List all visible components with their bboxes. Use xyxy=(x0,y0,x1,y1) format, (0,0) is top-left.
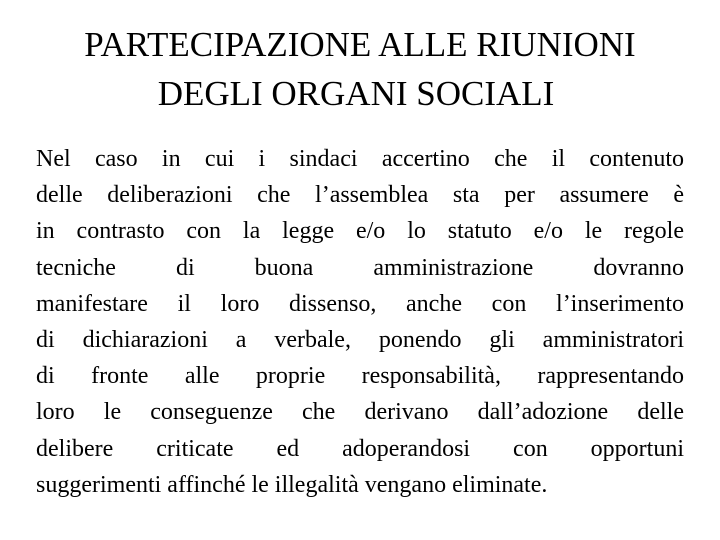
body-line: in contrasto con la legge e/o lo statuto e/o le regole xyxy=(36,218,684,245)
slide-title-line-1: PARTECIPAZIONE ALLE RIUNIONI xyxy=(84,25,636,64)
body-line: suggerimenti affinché le illegalità vengano eliminate. xyxy=(36,471,548,498)
body-line: loro le conseguenze che derivano dall’adozione delle xyxy=(36,399,684,426)
body-line: di dichiarazioni a verbale, ponendo gli amministratori xyxy=(36,327,684,354)
slide-title-line-2: DEGLI ORGANI SOCIALI xyxy=(157,74,555,113)
body-line: tecniche di buona amministrazione dovranno xyxy=(36,254,684,281)
body-line: di fronte alle proprie responsabilità, rappresentando xyxy=(36,363,684,390)
body-line: delibere criticate ed adoperandosi con opportuni xyxy=(36,435,684,462)
slide-title xyxy=(0,20,720,118)
body-line: delle deliberazioni che l’assemblea sta per assumere è xyxy=(36,182,684,209)
body-line: Nel caso in cui i sindaci accertino che il contenuto xyxy=(36,146,684,172)
body-line: manifestare il loro dissenso, anche con l’inserimento xyxy=(36,290,684,317)
slide-body-paragraph xyxy=(36,141,684,503)
